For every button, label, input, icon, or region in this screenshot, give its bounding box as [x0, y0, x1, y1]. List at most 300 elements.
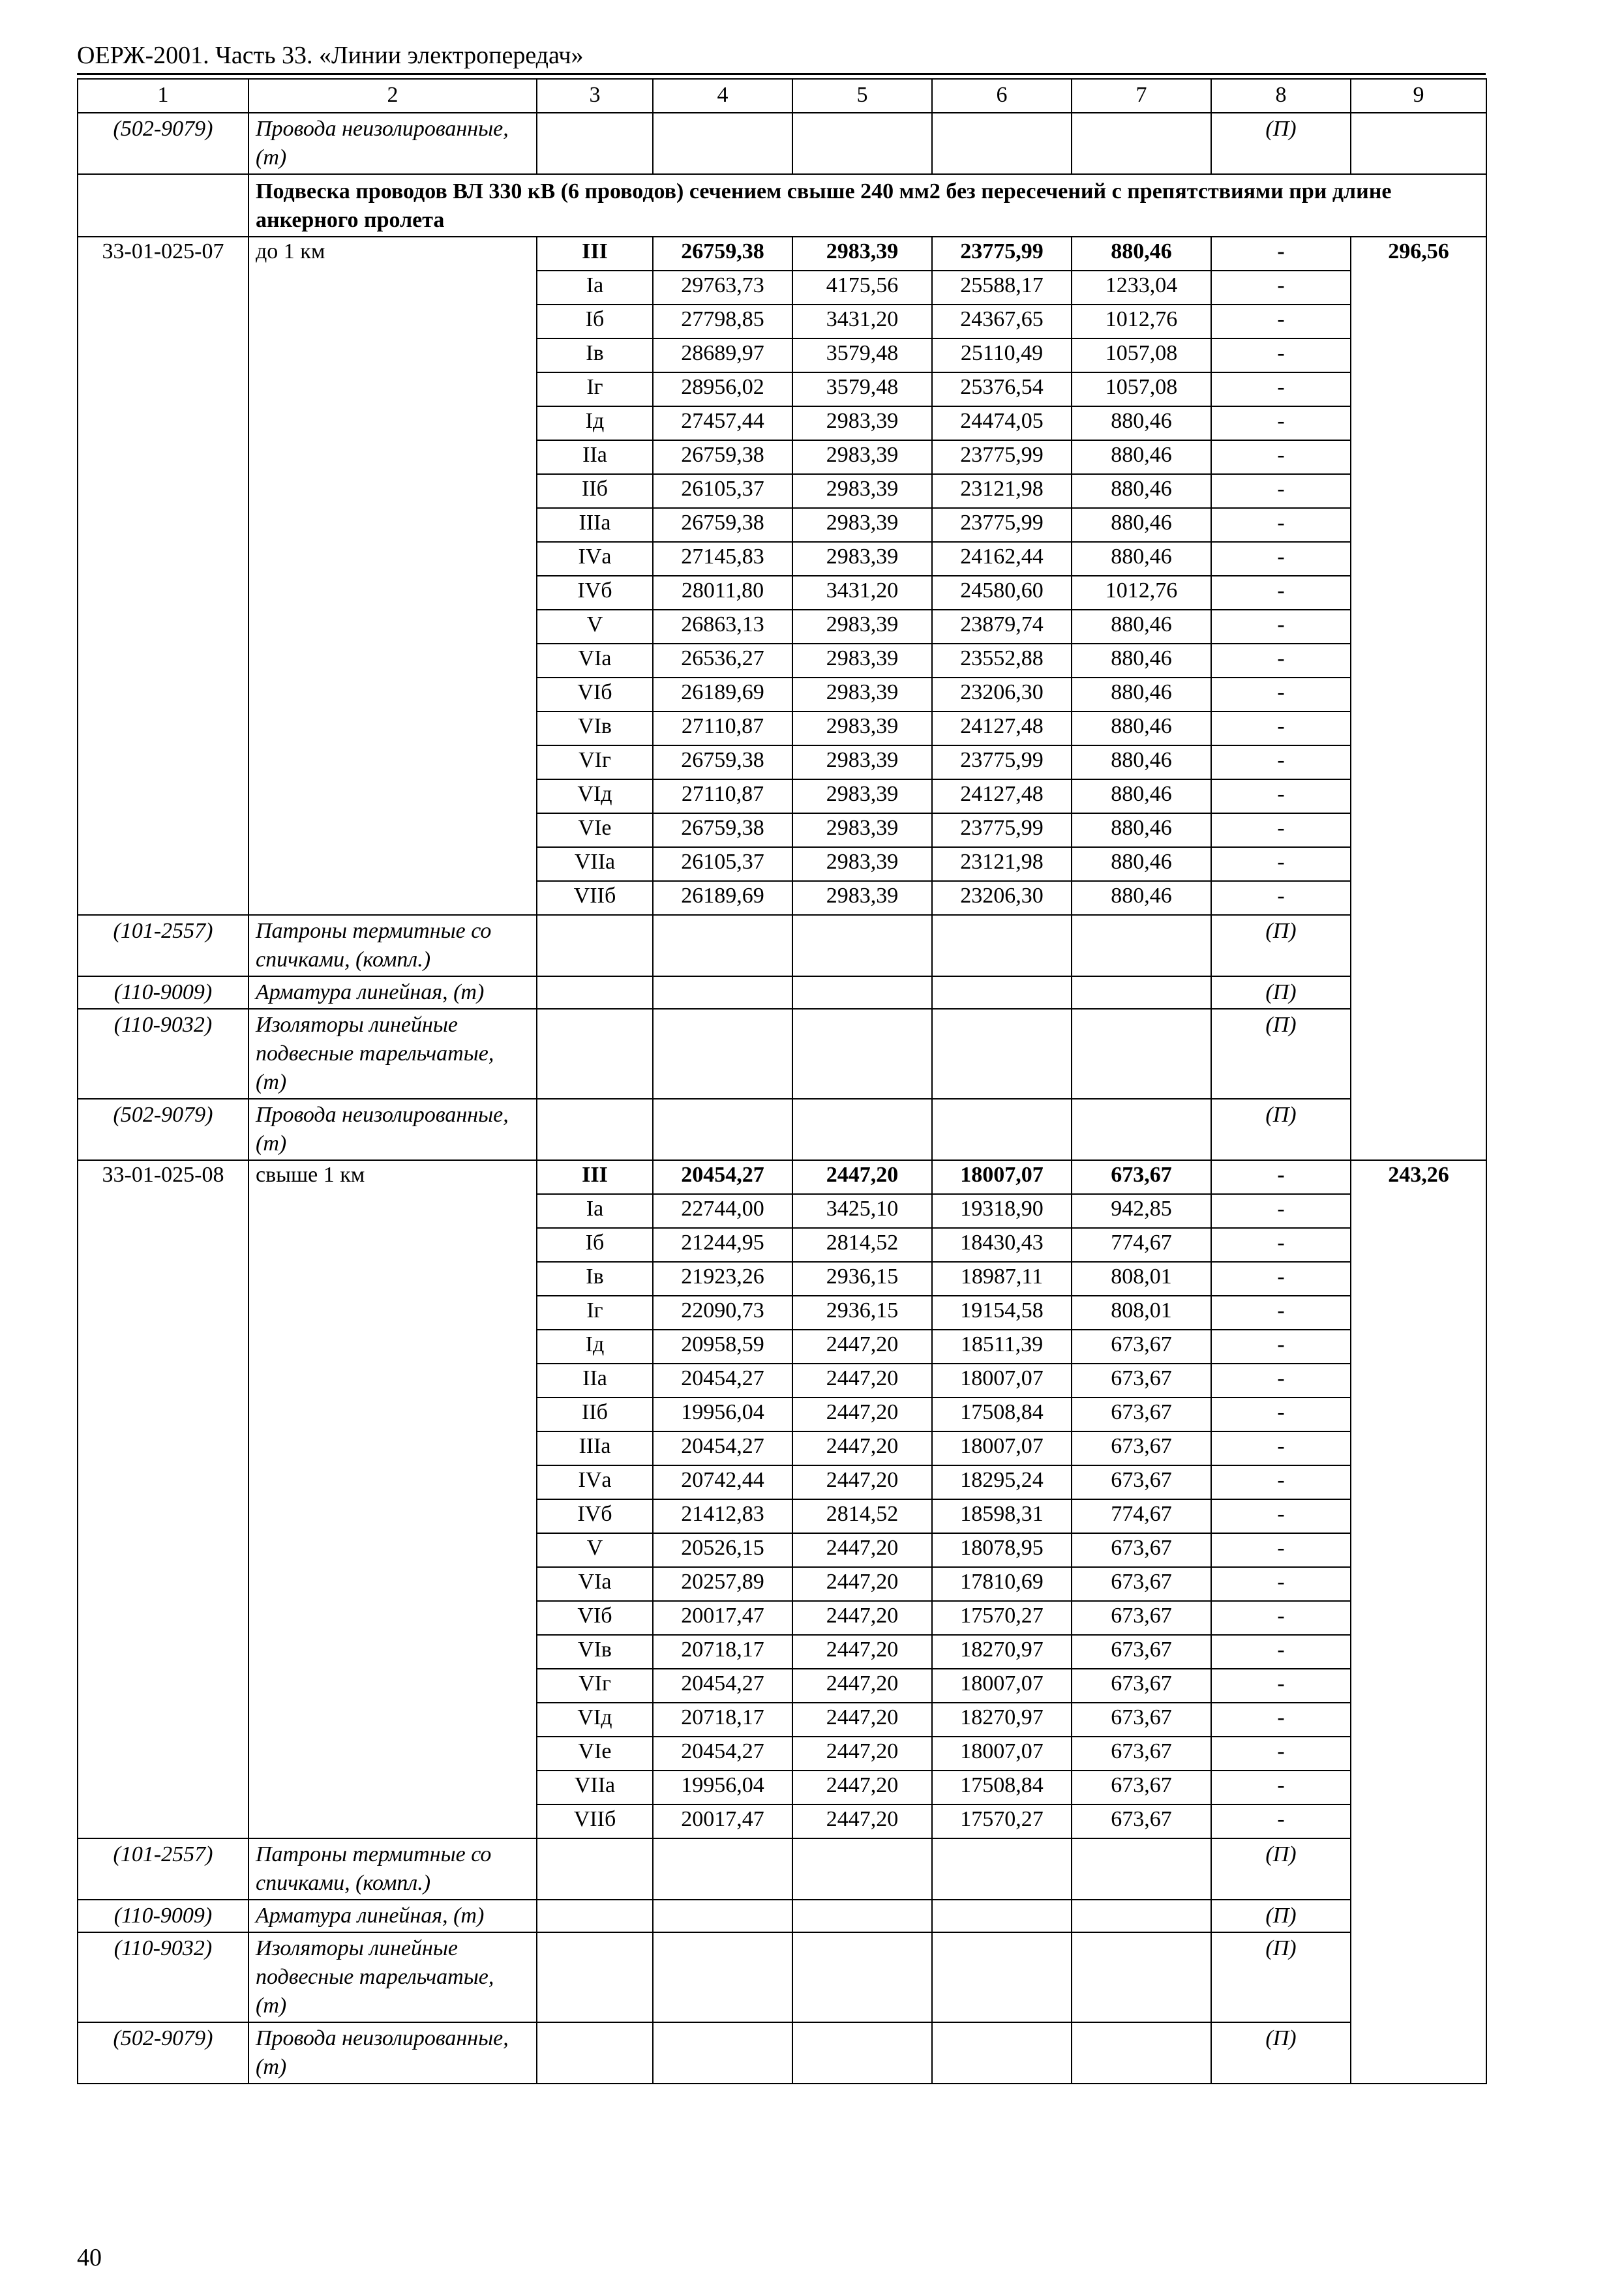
driver-wage-cell: 673,67 — [1072, 1398, 1211, 1431]
total-cost-cell: 20454,27 — [653, 1364, 792, 1398]
materials-cost-cell: - — [1211, 1330, 1351, 1364]
labor-cost-cell: 2983,39 — [792, 711, 932, 745]
machine-cost-cell: 24127,48 — [932, 711, 1072, 745]
material-code: (502-9079) — [78, 113, 248, 174]
materials-cost-cell: - — [1211, 1737, 1351, 1771]
zone-cell: IVа — [537, 542, 653, 576]
labor-cost-cell: 3431,20 — [792, 305, 932, 338]
material-unit-flag: (П) — [1211, 1932, 1351, 2022]
driver-wage-cell: 880,46 — [1072, 813, 1211, 847]
labor-cost-cell: 2447,20 — [792, 1635, 932, 1669]
materials-cost-cell: - — [1211, 745, 1351, 779]
machine-cost-cell: 23879,74 — [932, 610, 1072, 644]
materials-cost-cell: - — [1211, 305, 1351, 338]
page-number: 40 — [77, 2244, 102, 2271]
table-row — [78, 237, 1486, 271]
labor-cost-cell: 2983,39 — [792, 678, 932, 711]
zone-cell: IVб — [537, 576, 653, 610]
zone-cell: IIIа — [537, 508, 653, 542]
zone-cell: VIв — [537, 1635, 653, 1669]
machine-cost-cell: 18007,07 — [932, 1737, 1072, 1771]
total-cost-cell: 19956,04 — [653, 1771, 792, 1804]
empty-cell — [653, 2022, 792, 2084]
total-cost-cell: 26536,27 — [653, 644, 792, 678]
machine-cost-cell: 18270,97 — [932, 1703, 1072, 1737]
section-title: Подвеска проводов ВЛ 330 кВ (6 проводов) сечением свыше 240 мм2 без пересечений с препятствиями при длине анкерного пролета — [248, 174, 1486, 237]
material-name: Провода неизолированные, (т) — [248, 2022, 537, 2084]
materials-cost-cell: - — [1211, 1635, 1351, 1669]
machine-cost-cell: 23206,30 — [932, 881, 1072, 915]
total-cost-cell: 20958,59 — [653, 1330, 792, 1364]
labor-cost-cell: 2447,20 — [792, 1804, 932, 1838]
driver-wage-cell: 673,67 — [1072, 1737, 1211, 1771]
machine-cost-cell: 23121,98 — [932, 847, 1072, 881]
empty-cell — [932, 1932, 1072, 2022]
zone-cell: VIIа — [537, 1771, 653, 1804]
zone-cell: IIа — [537, 1364, 653, 1398]
driver-wage-cell: 673,67 — [1072, 1533, 1211, 1567]
empty-cell — [1072, 1932, 1211, 2022]
total-cost-cell: 20257,89 — [653, 1567, 792, 1601]
rate-name: до 1 км — [248, 237, 537, 915]
machine-cost-cell: 23121,98 — [932, 474, 1072, 508]
labor-cost-cell: 2447,20 — [792, 1364, 932, 1398]
materials-cost-cell: - — [1211, 338, 1351, 372]
driver-wage-cell: 880,46 — [1072, 406, 1211, 440]
driver-wage-cell: 880,46 — [1072, 474, 1211, 508]
total-cost-cell: 21923,26 — [653, 1262, 792, 1296]
material-name: Арматура линейная, (т) — [248, 1900, 537, 1932]
total-cost-cell: 27110,87 — [653, 711, 792, 745]
labor-cost-cell: 2447,20 — [792, 1567, 932, 1601]
empty-cell — [932, 1009, 1072, 1099]
total-cost-cell: 20718,17 — [653, 1635, 792, 1669]
materials-cost-cell: - — [1211, 1194, 1351, 1228]
driver-wage-cell: 808,01 — [1072, 1262, 1211, 1296]
materials-cost-cell: - — [1211, 1465, 1351, 1499]
rate-code: 33-01-025-07 — [78, 237, 248, 915]
zone-cell: IIа — [537, 440, 653, 474]
total-cost-cell: 28689,97 — [653, 338, 792, 372]
empty-cell — [932, 1099, 1072, 1160]
machine-cost-cell: 23775,99 — [932, 237, 1072, 271]
machine-cost-cell: 18987,11 — [932, 1262, 1072, 1296]
materials-cost-cell: - — [1211, 1262, 1351, 1296]
empty-cell — [1072, 1900, 1211, 1932]
material-row — [78, 2022, 1486, 2084]
empty-cell — [792, 1932, 932, 2022]
zone-cell: Iв — [537, 338, 653, 372]
total-cost-cell: 20718,17 — [653, 1703, 792, 1737]
zone-cell: Iг — [537, 1296, 653, 1330]
labor-cost-cell: 2447,20 — [792, 1703, 932, 1737]
material-name: Патроны термитные со спичками, (компл.) — [248, 915, 537, 976]
empty-cell — [1072, 1009, 1211, 1099]
labor-cost-cell: 2447,20 — [792, 1398, 932, 1431]
empty-cell — [537, 1932, 653, 2022]
materials-cost-cell: - — [1211, 1364, 1351, 1398]
empty-cell — [792, 2022, 932, 2084]
total-cost-cell: 26759,38 — [653, 745, 792, 779]
rates-table — [77, 78, 1487, 2084]
total-cost-cell: 20454,27 — [653, 1431, 792, 1465]
zone-cell: IIб — [537, 1398, 653, 1431]
zone-cell: Iд — [537, 1330, 653, 1364]
driver-wage-cell: 880,46 — [1072, 610, 1211, 644]
zone-cell: VIг — [537, 745, 653, 779]
material-name: Изоляторы линейные подвесные тарельчатые, (т) — [248, 1932, 537, 2022]
zone-cell: VIг — [537, 1669, 653, 1703]
driver-wage-cell: 774,67 — [1072, 1499, 1211, 1533]
rate-code: 33-01-025-08 — [78, 1160, 248, 1838]
material-name: Изоляторы линейные подвесные тарельчатые, (т) — [248, 1009, 537, 1099]
driver-wage-cell: 942,85 — [1072, 1194, 1211, 1228]
driver-wage-cell: 673,67 — [1072, 1431, 1211, 1465]
labor-cost-cell: 2814,52 — [792, 1228, 932, 1262]
materials-cost-cell: - — [1211, 1771, 1351, 1804]
zone-cell: VIе — [537, 1737, 653, 1771]
driver-wage-cell: 673,67 — [1072, 1703, 1211, 1737]
total-cost-cell: 27457,44 — [653, 406, 792, 440]
total-cost-cell: 20017,47 — [653, 1601, 792, 1635]
materials-cost-cell: - — [1211, 1703, 1351, 1737]
machine-cost-cell: 18007,07 — [932, 1160, 1072, 1194]
machine-cost-cell: 23775,99 — [932, 745, 1072, 779]
machine-cost-cell: 18295,24 — [932, 1465, 1072, 1499]
machine-cost-cell: 17570,27 — [932, 1804, 1072, 1838]
materials-cost-cell: - — [1211, 678, 1351, 711]
materials-cost-cell: - — [1211, 1431, 1351, 1465]
materials-cost-cell: - — [1211, 1499, 1351, 1533]
labor-cost-cell: 2447,20 — [792, 1601, 932, 1635]
machine-cost-cell: 24474,05 — [932, 406, 1072, 440]
materials-cost-cell: - — [1211, 1228, 1351, 1262]
machine-cost-cell: 18007,07 — [932, 1431, 1072, 1465]
total-cost-cell: 26105,37 — [653, 474, 792, 508]
zone-cell: IIIа — [537, 1431, 653, 1465]
labor-cost-cell: 4175,56 — [792, 271, 932, 305]
material-row — [78, 1932, 1486, 2022]
material-row — [78, 976, 1486, 1009]
total-cost-cell: 26189,69 — [653, 678, 792, 711]
column-number: 5 — [792, 79, 932, 113]
materials-cost-cell: - — [1211, 711, 1351, 745]
labor-cost-cell: 2983,39 — [792, 406, 932, 440]
materials-cost-cell: - — [1211, 576, 1351, 610]
material-name: Провода неизолированные, (т) — [248, 113, 537, 174]
total-cost-cell: 21412,83 — [653, 1499, 792, 1533]
driver-wage-cell: 1057,08 — [1072, 338, 1211, 372]
column-number: 1 — [78, 79, 248, 113]
empty-cell — [1072, 976, 1211, 1009]
machine-cost-cell: 24580,60 — [932, 576, 1072, 610]
zone-cell: VIIа — [537, 847, 653, 881]
driver-wage-cell: 673,67 — [1072, 1771, 1211, 1804]
empty-cell — [792, 1838, 932, 1900]
zone-cell: Iа — [537, 271, 653, 305]
material-unit-flag: (П) — [1211, 2022, 1351, 2084]
zone-cell: Iд — [537, 406, 653, 440]
empty-cell — [1351, 113, 1486, 174]
labor-cost-cell: 2983,39 — [792, 644, 932, 678]
material-code: (502-9079) — [78, 2022, 248, 2084]
empty-cell — [792, 976, 932, 1009]
driver-wage-cell: 1012,76 — [1072, 305, 1211, 338]
zone-cell: IVа — [537, 1465, 653, 1499]
machine-cost-cell: 23775,99 — [932, 508, 1072, 542]
column-number: 9 — [1351, 79, 1486, 113]
driver-wage-cell: 880,46 — [1072, 779, 1211, 813]
material-code: (110-9032) — [78, 1932, 248, 2022]
empty-cell — [1072, 1099, 1211, 1160]
empty-cell — [932, 1838, 1072, 1900]
column-number-row — [78, 79, 1486, 113]
materials-cost-cell: - — [1211, 813, 1351, 847]
materials-cost-cell: - — [1211, 1669, 1351, 1703]
column-number: 8 — [1211, 79, 1351, 113]
materials-cost-cell: - — [1211, 237, 1351, 271]
driver-wage-cell: 1057,08 — [1072, 372, 1211, 406]
driver-wage-cell: 774,67 — [1072, 1228, 1211, 1262]
empty-cell — [653, 976, 792, 1009]
column-number: 3 — [537, 79, 653, 113]
zone-cell: Iб — [537, 305, 653, 338]
materials-cost-cell: - — [1211, 1533, 1351, 1567]
zone-cell: Iа — [537, 1194, 653, 1228]
driver-wage-cell: 880,46 — [1072, 847, 1211, 881]
empty-cell — [1072, 2022, 1211, 2084]
labor-cost-cell: 2983,39 — [792, 610, 932, 644]
total-cost-cell: 20454,27 — [653, 1160, 792, 1194]
zone-cell: VIа — [537, 1567, 653, 1601]
empty-cell — [537, 1900, 653, 1932]
machine-cost-cell: 25376,54 — [932, 372, 1072, 406]
empty-cell — [792, 1099, 932, 1160]
driver-wage-cell: 880,46 — [1072, 644, 1211, 678]
materials-cost-cell: - — [1211, 644, 1351, 678]
zone-cell: IVб — [537, 1499, 653, 1533]
driver-wage-cell: 673,67 — [1072, 1364, 1211, 1398]
materials-cost-cell: - — [1211, 1160, 1351, 1194]
empty-cell — [653, 1009, 792, 1099]
labor-cost-cell: 2447,20 — [792, 1465, 932, 1499]
total-cost-cell: 26105,37 — [653, 847, 792, 881]
machine-cost-cell: 17508,84 — [932, 1398, 1072, 1431]
labor-cost-cell: 3579,48 — [792, 372, 932, 406]
material-row — [78, 1099, 1486, 1160]
total-cost-cell: 27798,85 — [653, 305, 792, 338]
labor-hours-cell: 296,56 — [1351, 237, 1486, 1160]
machine-cost-cell: 19154,58 — [932, 1296, 1072, 1330]
empty-cell — [653, 915, 792, 976]
zone-cell: VIIб — [537, 881, 653, 915]
driver-wage-cell: 673,67 — [1072, 1465, 1211, 1499]
materials-cost-cell: - — [1211, 508, 1351, 542]
machine-cost-cell: 25588,17 — [932, 271, 1072, 305]
total-cost-cell: 26759,38 — [653, 508, 792, 542]
empty-cell — [932, 1900, 1072, 1932]
material-row — [78, 1009, 1486, 1099]
labor-cost-cell: 2447,20 — [792, 1771, 932, 1804]
total-cost-cell: 21244,95 — [653, 1228, 792, 1262]
empty-cell — [537, 1009, 653, 1099]
zone-cell: VIIб — [537, 1804, 653, 1838]
driver-wage-cell: 673,67 — [1072, 1567, 1211, 1601]
machine-cost-cell: 17508,84 — [932, 1771, 1072, 1804]
zone-cell: VIе — [537, 813, 653, 847]
total-cost-cell: 20454,27 — [653, 1737, 792, 1771]
materials-cost-cell: - — [1211, 1804, 1351, 1838]
materials-cost-cell: - — [1211, 542, 1351, 576]
labor-cost-cell: 2983,39 — [792, 813, 932, 847]
materials-cost-cell: - — [1211, 271, 1351, 305]
zone-cell: IIб — [537, 474, 653, 508]
labor-cost-cell: 2983,39 — [792, 745, 932, 779]
table-row — [78, 1160, 1486, 1194]
materials-cost-cell: - — [1211, 847, 1351, 881]
labor-cost-cell: 2447,20 — [792, 1737, 932, 1771]
empty-cell — [932, 113, 1072, 174]
empty-cell — [653, 1838, 792, 1900]
zone-cell: Iб — [537, 1228, 653, 1262]
total-cost-cell: 20454,27 — [653, 1669, 792, 1703]
zone-cell: Iг — [537, 372, 653, 406]
labor-cost-cell: 2447,20 — [792, 1330, 932, 1364]
total-cost-cell: 26759,38 — [653, 440, 792, 474]
column-number: 7 — [1072, 79, 1211, 113]
empty-cell — [792, 915, 932, 976]
material-row — [78, 915, 1486, 976]
total-cost-cell: 22090,73 — [653, 1296, 792, 1330]
total-cost-cell: 26759,38 — [653, 813, 792, 847]
empty-cell — [653, 1900, 792, 1932]
machine-cost-cell: 18007,07 — [932, 1669, 1072, 1703]
page-header-title: ОЕРЖ-2001. Часть 33. «Линии электропередач» — [77, 42, 584, 69]
labor-cost-cell: 2983,39 — [792, 847, 932, 881]
empty-cell — [653, 1932, 792, 2022]
labor-cost-cell: 3425,10 — [792, 1194, 932, 1228]
materials-cost-cell: - — [1211, 372, 1351, 406]
labor-cost-cell: 2983,39 — [792, 508, 932, 542]
machine-cost-cell: 23206,30 — [932, 678, 1072, 711]
driver-wage-cell: 880,46 — [1072, 745, 1211, 779]
labor-cost-cell: 2983,39 — [792, 237, 932, 271]
materials-cost-cell: - — [1211, 440, 1351, 474]
zone-cell: VIв — [537, 711, 653, 745]
empty-cell — [78, 174, 248, 237]
material-name: Арматура линейная, (т) — [248, 976, 537, 1009]
empty-cell — [537, 113, 653, 174]
total-cost-cell: 28956,02 — [653, 372, 792, 406]
material-code: (101-2557) — [78, 1838, 248, 1900]
machine-cost-cell: 18007,07 — [932, 1364, 1072, 1398]
machine-cost-cell: 18078,95 — [932, 1533, 1072, 1567]
material-unit-flag: (П) — [1211, 1900, 1351, 1932]
machine-cost-cell: 24367,65 — [932, 305, 1072, 338]
total-cost-cell: 27145,83 — [653, 542, 792, 576]
column-number: 2 — [248, 79, 537, 113]
driver-wage-cell: 673,67 — [1072, 1601, 1211, 1635]
zone-cell: V — [537, 610, 653, 644]
labor-cost-cell: 2983,39 — [792, 440, 932, 474]
labor-cost-cell: 2447,20 — [792, 1431, 932, 1465]
labor-cost-cell: 2447,20 — [792, 1669, 932, 1703]
labor-cost-cell: 2936,15 — [792, 1296, 932, 1330]
material-row — [78, 1838, 1486, 1900]
labor-cost-cell: 2983,39 — [792, 881, 932, 915]
materials-cost-cell: - — [1211, 1567, 1351, 1601]
empty-cell — [653, 113, 792, 174]
rate-name: свыше 1 км — [248, 1160, 537, 1838]
material-row — [78, 113, 1486, 174]
empty-cell — [932, 2022, 1072, 2084]
driver-wage-cell: 880,46 — [1072, 711, 1211, 745]
material-unit-flag: (П) — [1211, 915, 1351, 976]
total-cost-cell: 29763,73 — [653, 271, 792, 305]
zone-cell: III — [537, 237, 653, 271]
total-cost-cell: 20017,47 — [653, 1804, 792, 1838]
labor-hours-cell: 243,26 — [1351, 1160, 1486, 2084]
zone-cell: VIб — [537, 1601, 653, 1635]
labor-cost-cell: 2814,52 — [792, 1499, 932, 1533]
empty-cell — [537, 1838, 653, 1900]
empty-cell — [537, 976, 653, 1009]
empty-cell — [792, 1009, 932, 1099]
zone-cell: III — [537, 1160, 653, 1194]
driver-wage-cell: 1012,76 — [1072, 576, 1211, 610]
empty-cell — [537, 915, 653, 976]
labor-cost-cell: 2983,39 — [792, 474, 932, 508]
total-cost-cell: 27110,87 — [653, 779, 792, 813]
machine-cost-cell: 18511,39 — [932, 1330, 1072, 1364]
machine-cost-cell: 23775,99 — [932, 440, 1072, 474]
total-cost-cell: 26863,13 — [653, 610, 792, 644]
machine-cost-cell: 17810,69 — [932, 1567, 1072, 1601]
section-title-row — [78, 174, 1486, 237]
materials-cost-cell: - — [1211, 610, 1351, 644]
machine-cost-cell: 18430,43 — [932, 1228, 1072, 1262]
driver-wage-cell: 880,46 — [1072, 881, 1211, 915]
empty-cell — [932, 915, 1072, 976]
labor-cost-cell: 3431,20 — [792, 576, 932, 610]
driver-wage-cell: 880,46 — [1072, 678, 1211, 711]
column-number: 6 — [932, 79, 1072, 113]
driver-wage-cell: 673,67 — [1072, 1669, 1211, 1703]
machine-cost-cell: 17570,27 — [932, 1601, 1072, 1635]
machine-cost-cell: 23775,99 — [932, 813, 1072, 847]
materials-cost-cell: - — [1211, 474, 1351, 508]
material-name: Провода неизолированные, (т) — [248, 1099, 537, 1160]
machine-cost-cell: 19318,90 — [932, 1194, 1072, 1228]
material-code: (110-9009) — [78, 1900, 248, 1932]
material-unit-flag: (П) — [1211, 1099, 1351, 1160]
total-cost-cell: 19956,04 — [653, 1398, 792, 1431]
empty-cell — [932, 976, 1072, 1009]
machine-cost-cell: 25110,49 — [932, 338, 1072, 372]
empty-cell — [792, 1900, 932, 1932]
driver-wage-cell: 880,46 — [1072, 542, 1211, 576]
zone-cell: V — [537, 1533, 653, 1567]
material-code: (101-2557) — [78, 915, 248, 976]
labor-cost-cell: 2983,39 — [792, 779, 932, 813]
driver-wage-cell: 880,46 — [1072, 508, 1211, 542]
machine-cost-cell: 24162,44 — [932, 542, 1072, 576]
labor-cost-cell: 2983,39 — [792, 542, 932, 576]
empty-cell — [1072, 1838, 1211, 1900]
machine-cost-cell: 24127,48 — [932, 779, 1072, 813]
labor-cost-cell: 2447,20 — [792, 1160, 932, 1194]
empty-cell — [1072, 915, 1211, 976]
